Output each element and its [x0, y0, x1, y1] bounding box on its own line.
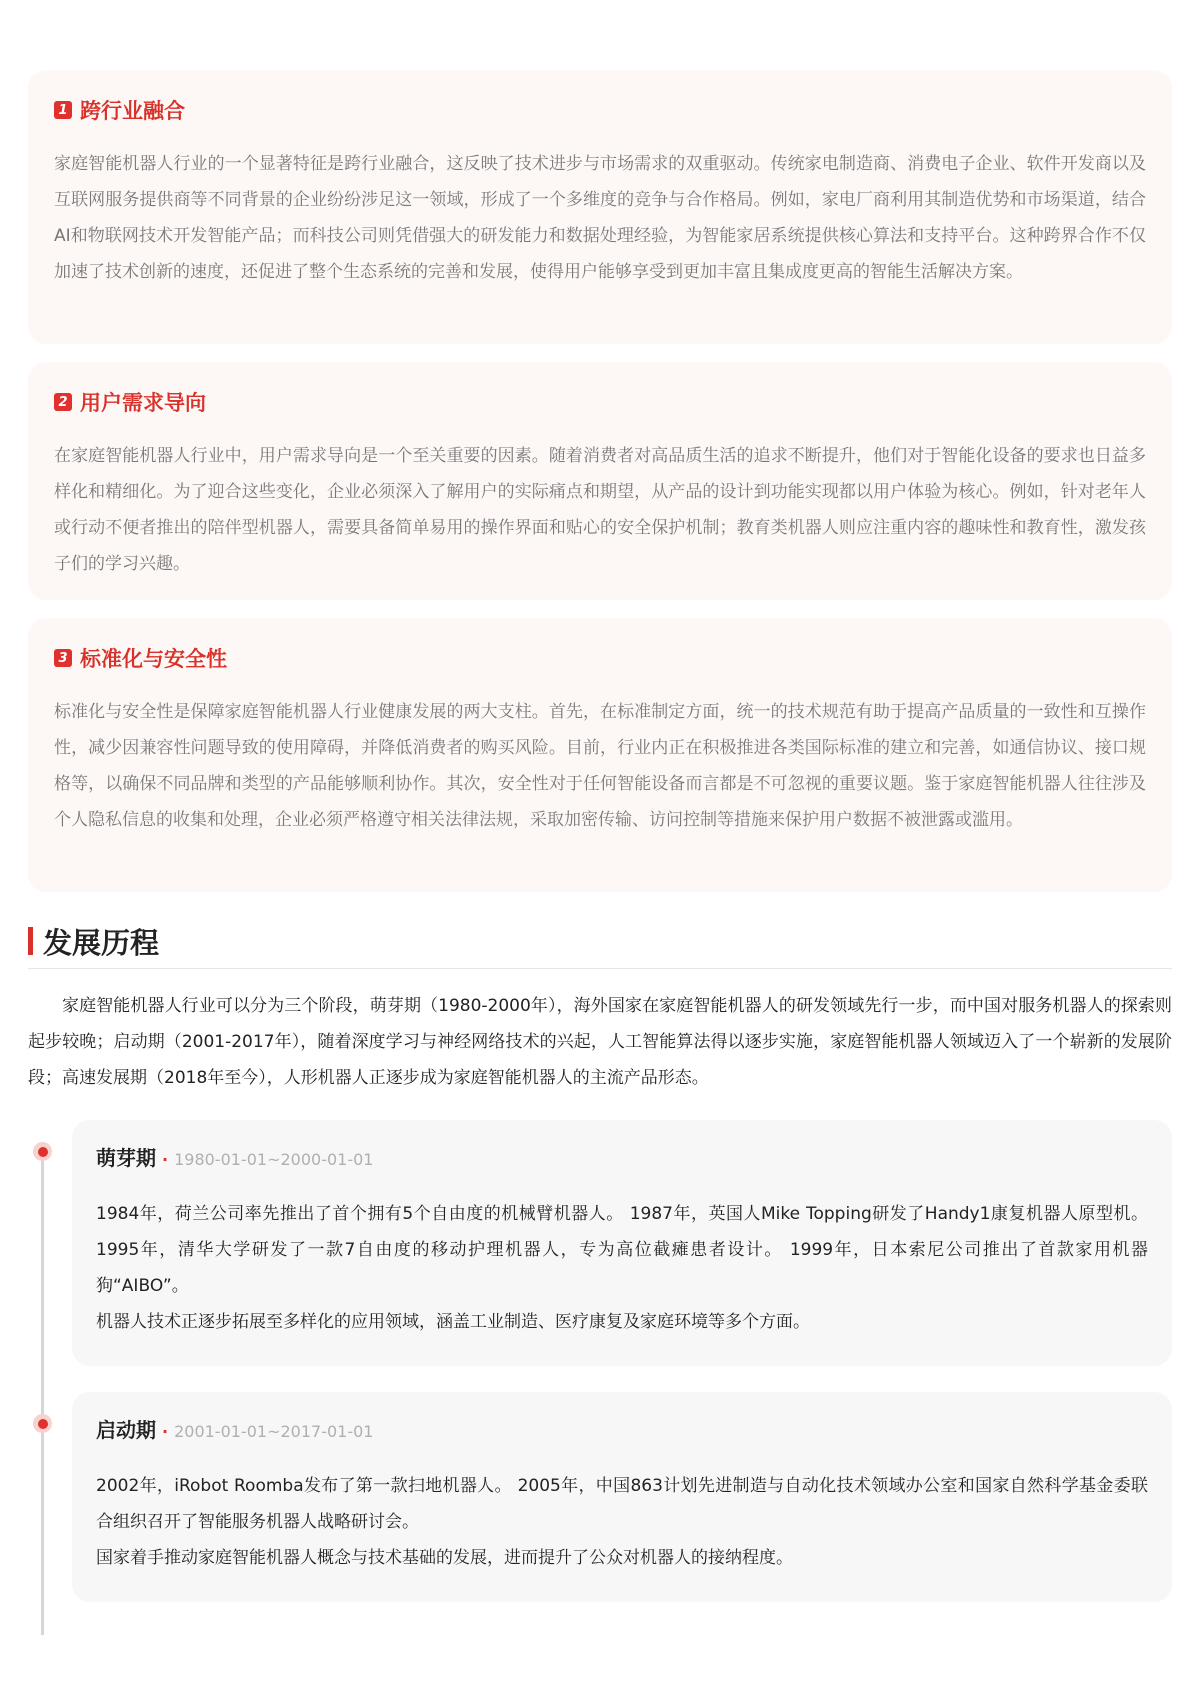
number-badge: 1 [54, 101, 72, 119]
stage-separator: · [162, 1422, 169, 1441]
number-badge: 3 [54, 649, 72, 667]
section-heading [28, 914, 1172, 969]
feature-card-user-demand [28, 362, 1172, 600]
feature-card-title: 用户需求导向 [80, 391, 206, 415]
stage-paragraph: 2002年，iRobot Roomba发布了第一款扫地机器人。 2005年，中国863计划先进制造与自动化技术领域办公室和国家自然科学基金委联合组织召开了智能服务机器人战略研讨会。 [96, 1476, 1148, 1532]
number-badge: 2 [54, 393, 72, 411]
section-accent-bar [28, 927, 33, 955]
feature-card-header [54, 384, 1146, 420]
stage-header [96, 1414, 1148, 1444]
stage-name: 启动期 [96, 1418, 156, 1442]
timeline-dot [33, 1414, 52, 1433]
stage-separator: · [162, 1150, 169, 1169]
timeline-stage-sprout [72, 1120, 1172, 1366]
stage-date-range: 2001-01-01~2017-01-01 [174, 1422, 374, 1441]
feature-card-header [54, 640, 1146, 676]
feature-card-body: 在家庭智能机器人行业中，用户需求导向是一个至关重要的因素。随着消费者对高品质生活的追求不断提升，他们对于智能化设备的要求也日益多样化和精细化。为了迎合这些变化，企业必须深入了解用户的实际痛点和期望，从产品的设计到功能实现都以用户体验为核心。例如，针对老年人或行动不便者推出的陪伴型机器人，需要具备简单易用的操作界面和贴心的安全保护机制；教育类机器人则应注重内容的趣味性和教育性，激发孩子们的学习兴趣。 [54, 446, 1146, 574]
feature-card-standardization [28, 618, 1172, 892]
feature-card-title: 跨行业融合 [80, 99, 185, 123]
stage-name: 萌芽期 [96, 1146, 156, 1170]
stage-paragraph: 1984年，荷兰公司率先推出了首个拥有5个自由度的机械臂机器人。 1987年，英国人Mike Topping研发了Handy1康复机器人原型机。 1995年，清华大学研发了一款7自由度的移动护理机器人，专为高位截瘫患者设计。 1999年，日本索尼公司推出了首款家用机器狗“AIBO”。 [96, 1204, 1148, 1296]
section-title: 发展历程 [43, 925, 160, 960]
feature-card-body: 标准化与安全性是保障家庭智能机器人行业健康发展的两大支柱。首先，在标准制定方面，统一的技术规范有助于提高产品质量的一致性和互操作性，减少因兼容性问题导致的使用障碍，并降低消费者的购买风险。目前，行业内正在积极推进各类国际标准的建立和完善，如通信协议、接口规格等，以确保不同品牌和类型的产品能够顺利协作。其次，安全性对于任何智能设备而言都是不可忽视的重要议题。鉴于家庭智能机器人往往涉及个人隐私信息的收集和处理，企业必须严格遵守相关法律法规，采取加密传输、访问控制等措施来保护用户数据不被泄露或滥用。 [54, 702, 1146, 830]
stage-paragraph: 机器人技术正逐步拓展至多样化的应用领域，涵盖工业制造、医疗康复及家庭环境等多个方面。 [96, 1312, 810, 1332]
feature-card-cross-industry [28, 70, 1172, 344]
stage-date-range: 1980-01-01~2000-01-01 [174, 1150, 374, 1169]
stage-paragraph: 国家着手推动家庭智能机器人概念与技术基础的发展，进而提升了公众对机器人的接纳程度。 [96, 1548, 793, 1568]
stage-header [96, 1142, 1148, 1172]
feature-card-body: 家庭智能机器人行业的一个显著特征是跨行业融合，这反映了技术进步与市场需求的双重驱动。传统家电制造商、消费电子企业、软件开发商以及互联网服务提供商等不同背景的企业纷纷涉足这一领域，形成了一个多维度的竞争与合作格局。例如，家电厂商利用其制造优势和市场渠道，结合AI和物联网技术开发智能产品；而科技公司则凭借强大的研发能力和数据处理经验，为智能家居系统提供核心算法和支持平台。这种跨界合作不仅加速了技术创新的速度，还促进了整个生态系统的完善和发展，使得用户能够享受到更加丰富且集成度更高的智能生活解决方案。 [54, 154, 1146, 282]
feature-card-title: 标准化与安全性 [80, 647, 227, 671]
timeline-line [41, 1145, 44, 1635]
timeline-dot [33, 1142, 52, 1161]
feature-card-header [54, 92, 1146, 128]
timeline-stage-startup [72, 1392, 1172, 1602]
section-intro: 家庭智能机器人行业可以分为三个阶段，萌芽期（1980-2000年），海外国家在家庭智能机器人的研发领域先行一步，而中国对服务机器人的探索则起步较晚；启动期（2001-2017年），随着深度学习与神经网络技术的兴起，人工智能算法得以逐步实施，家庭智能机器人领域迈入了一个崭新的发展阶段；高速发展期（2018年至今），人形机器人正逐步成为家庭智能机器人的主流产品形态。 [28, 996, 1172, 1088]
